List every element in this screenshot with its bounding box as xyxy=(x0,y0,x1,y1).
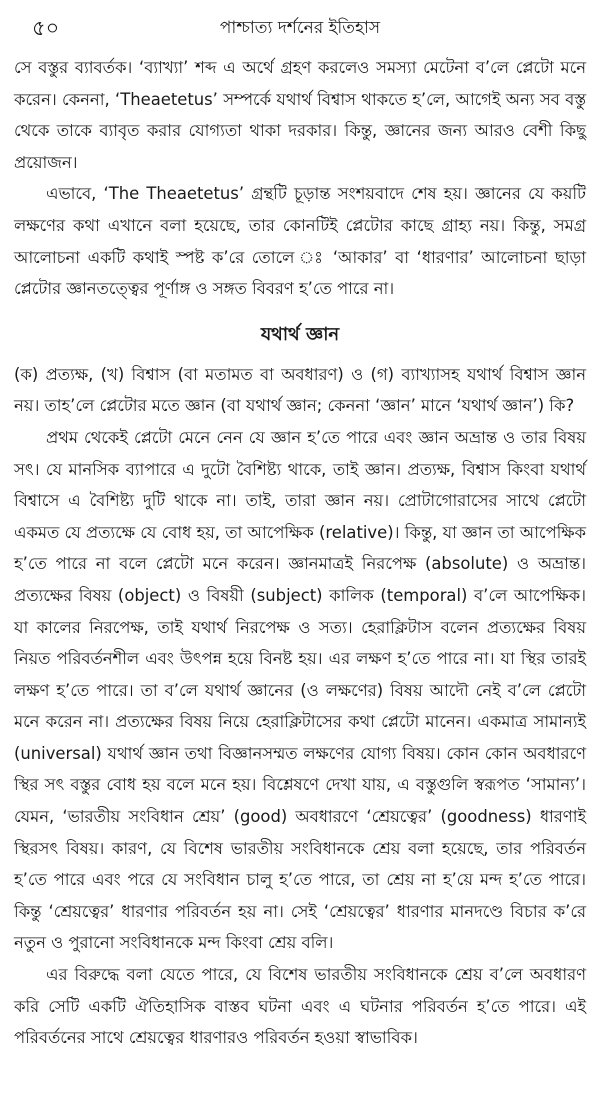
page-number: ৫০ xyxy=(32,16,60,40)
section-heading: যথার্থ জ্ঞান xyxy=(260,323,340,345)
paragraph: প্রথম থেকেই প্লেটো মেনে নেন যে জ্ঞান হ’তে পারে এবং জ্ঞান অভ্রান্ত ও তার বিষয় সৎ। যে মানসিক ব্যাপারে এ দুটো বৈশিষ্ট্য থাকে, তাই জ্ঞান। প্রত্যক্ষ, বিশ্বাস কিংবা যথার্থ বিশ্বাসে এ বৈশিষ্ট্য দুটি থাকে না। তাই, তারা জ্ঞান নয়। প্রোটাগোরাসের সাথে প্লেটো একমত যে প্রত্যক্ষে যে বোধ হয়, তা আপেক্ষিক (relative)। কিন্তু, যা জ্ঞান তা আপেক্ষিক হ’তে পারে না বলে প্লেটো মনে করেন। জ্ঞানমাত্রই নিরপেক্ষ (absolute) ও অভ্রান্ত। প্রত্যক্ষের বিষয় (object) ও বিষয়ী (subject) কালিক (temporal) ব’লে আপেক্ষিক। যা কালের নিরপেক্ষ, তাই যথার্থ নিরপেক্ষ ও সত্য। হেরাক্লিটাস বলেন প্রত্যক্ষের বিষয় নিয়ত পরিবর্তনশীল এবং উৎপন্ন হয়ে বিনষ্ট হয়। এর লক্ষণ হ’তে পারে না। যা স্থির তারই লক্ষণ হ’তে পারে। তা ব’লে যথার্থ জ্ঞানের (ও লক্ষণের) বিষয় আদৌ নেই ব’লে প্লেটো মনে করেন না। প্রত্যক্ষের বিষয় নিয়ে হেরাক্লিটাসের কথা প্লেটো মানেন। একমাত্র সামান্যই (universal) যথার্থ জ্ঞান তথা বিজ্ঞানসম্মত লক্ষণের যোগ্য বিষয়। কোন কোন অবধারণে স্থির সৎ বস্তুর বোধ হয় বলে মনে হয়। বিশ্লেষণে দেখা যায়, এ বস্তুগুলি স্বরূপত ‘সামান্য’। যেমন, ‘ভারতীয় সংবিধান শ্রেয়’ (good) অবধারণে ‘শ্রেয়ত্বের’ (goodness) ধারণাই স্থিরসৎ বিষয়। কারণ, যে বিশেষ ভারতীয় সংবিধানকে শ্রেয় বলা হয়েছে, তার পরিবর্তন হ’তে পারে এবং পরে যে সংবিধান চালু হ’তে পারে, তা শ্রেয় না হ’য়ে মন্দ হ’তে পারে। কিন্তু ‘শ্রেয়ত্বের’ ধারণার পরিবর্তন হয় না। সেই ‘শ্রেয়ত্বের’ ধারণার মানদণ্ডে বিচার ক’রে নতুন ও পুরানো সংবিধানকে মন্দ কিংবা শ্রেয় বলি। xyxy=(14,427,586,953)
body-text-before-heading xyxy=(14,52,586,305)
paragraph: সে বস্তুর ব্যাবর্তক। ‘ব্যাখ্যা’ শব্দ এ অর্থে গ্রহণ করলেও সমস্যা মেটেনা ব’লে প্লেটো মনে করেন। কেননা, ‘Theaetetus’ সম্পর্কে যথার্থ বিশ্বাস থাকতে হ’লে, আগেই অন্য সব বস্তু থেকে তাকে ব্যাবৃত করার যোগ্যতা থাকা দরকার। কিন্তু, জ্ঞানের জন্য আরও বেশী কিছু প্রয়োজন। xyxy=(14,58,586,172)
body-text-after-heading xyxy=(14,359,586,1054)
paragraph: এভাবে, ‘The Theaetetus’ গ্রন্থটি চূড়ান্ত সংশয়বাদে শেষ হয়। জ্ঞানের যে কয়টি লক্ষণের কথা এখানে বলা হয়েছে, তার কোনটিই প্লেটোর কাছে গ্রাহ্য নয়। কিন্তু, সমগ্র আলোচনা একটি কথাই স্পষ্ট ক’রে তোলে ঃ ‘আকার’ বা ‘ধারণার’ আলোচনা ছাড়া প্লেটোর জ্ঞানতত্ত্বের পূর্ণাঙ্গ ও সঙ্গত বিবরণ হ’তে পারে না। xyxy=(14,184,586,299)
paragraph: এর বিরুদ্ধে বলা যেতে পারে, যে বিশেষ ভারতীয় সংবিধানকে শ্রেয় ব’লে অবধারণ করি সেটি একটি ঐতিহাসিক বাস্তব ঘটনা এবং এ ঘটনার পরিবর্তন হ’তে পারে। এই পরিবর্তনের সাথে শ্রেয়ত্বের ধারণারও পরিবর্তন হওয়া স্বাভাবিক। xyxy=(14,965,586,1048)
running-header xyxy=(14,0,586,52)
paragraph: (ক) প্রত্যক্ষ, (খ) বিশ্বাস (বা মতামত বা অবধারণ) ও (গ) ব্যাখ্যাসহ যথার্থ বিশ্বাস জ্ঞান নয়। তাহ’লে প্লেটোর মতে জ্ঞান (বা যথার্থ জ্ঞান; কেননা ‘জ্ঞান’ মানে ‘যথার্থ জ্ঞান’) কি? xyxy=(14,364,586,416)
running-title: পাশ্চাত্য দর্শনের ইতিহাস xyxy=(219,18,381,38)
